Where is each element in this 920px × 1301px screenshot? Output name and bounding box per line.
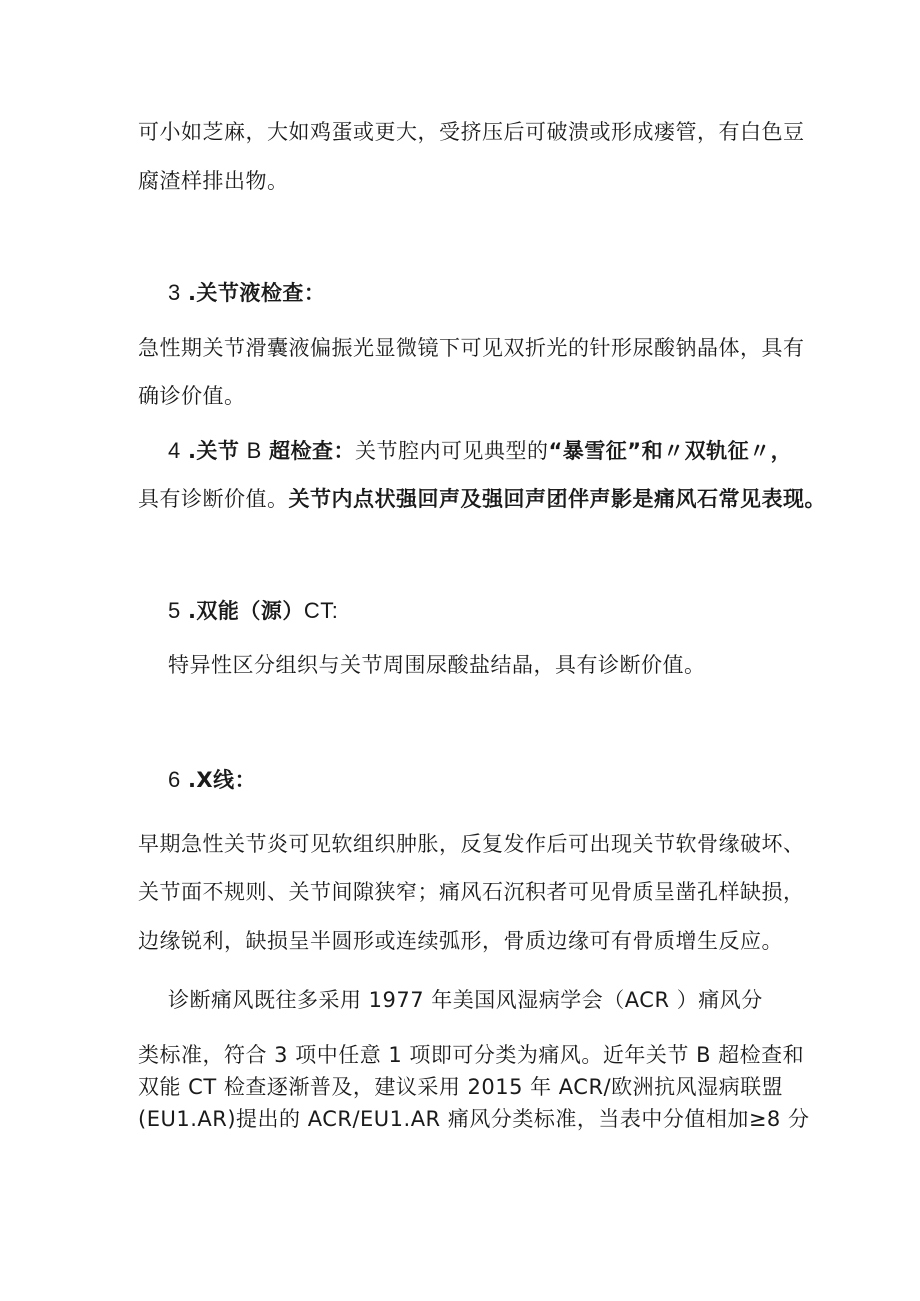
section-5-title-b: CT: xyxy=(303,598,339,623)
section-4-title-b: B xyxy=(246,438,262,463)
diagnosis-line-1: 诊断痛风既往多采用 1977 年美国风湿病学会（ACR ）痛风分 xyxy=(168,988,763,1012)
section-3-number: 3 xyxy=(168,280,181,305)
section-4-title-a: .关节 xyxy=(187,439,240,463)
section-6-heading xyxy=(168,765,256,795)
section-4-text-a: 关节腔内可见典型的 xyxy=(354,439,549,463)
section-6-title-b: 线： xyxy=(213,768,257,792)
tophi-line-2: 腐渣样排出物。 xyxy=(138,169,289,193)
section-4-bold-a: “暴雪征”和〃双轨征〃， xyxy=(548,439,793,463)
section-4-line-2b: 关节内点状强回声及强回声团伴声影是痛风石常见表现。 xyxy=(288,487,826,511)
section-6-title-a: .X xyxy=(187,768,214,792)
section-4-heading xyxy=(168,436,792,466)
section-6-line-3: 边缘锐利，缺损呈半圆形或连续弧形，骨质边缘可有骨质增生反应。 xyxy=(138,929,783,953)
section-4-number: 4 xyxy=(168,438,181,463)
section-4-title-c: 超检查： xyxy=(268,439,355,463)
section-3-line-2: 确诊价值。 xyxy=(138,384,246,408)
section-5-line-1: 特异性区分组织与关节周围尿酸盐结晶，具有诊断价值。 xyxy=(168,653,706,677)
section-3-title: .关节液检查： xyxy=(187,281,326,305)
section-4-line-2 xyxy=(138,484,826,514)
section-5-title: .双能（源） xyxy=(187,599,304,623)
diagnosis-line-4: (EU1.AR)提出的 ACR/EU1.AR 痛风分类标准，当表中分值相加≥8 分 xyxy=(138,1107,810,1131)
section-6-number: 6 xyxy=(168,767,181,792)
tophi-line-1: 可小如芝麻，大如鸡蛋或更大，受挤压后可破溃或形成瘘管，有白色豆 xyxy=(138,120,805,144)
section-5-heading xyxy=(168,596,338,626)
section-6-line-1: 早期急性关节炎可见软组织肿胀，反复发作后可出现关节软骨缘破坏、 xyxy=(138,832,805,856)
section-6-line-2: 关节面不规则、关节间隙狭窄；痛风石沉积者可见骨质呈凿孔样缺损， xyxy=(138,880,805,904)
diagnosis-line-3: 双能 CT 检查逐渐普及，建议采用 2015 年 ACR/欧洲抗风湿病联盟 xyxy=(138,1075,784,1099)
section-4-line-2a: 具有诊断价值。 xyxy=(138,487,289,511)
section-3-heading xyxy=(168,278,325,308)
section-5-number: 5 xyxy=(168,598,181,623)
section-3-line-1: 急性期关节滑囊液偏振光显微镜下可见双折光的针形尿酸钠晶体，具有 xyxy=(138,336,805,360)
diagnosis-line-2: 类标准，符合 3 项中任意 1 项即可分类为痛风。近年关节 B 超检查和 xyxy=(138,1043,805,1067)
